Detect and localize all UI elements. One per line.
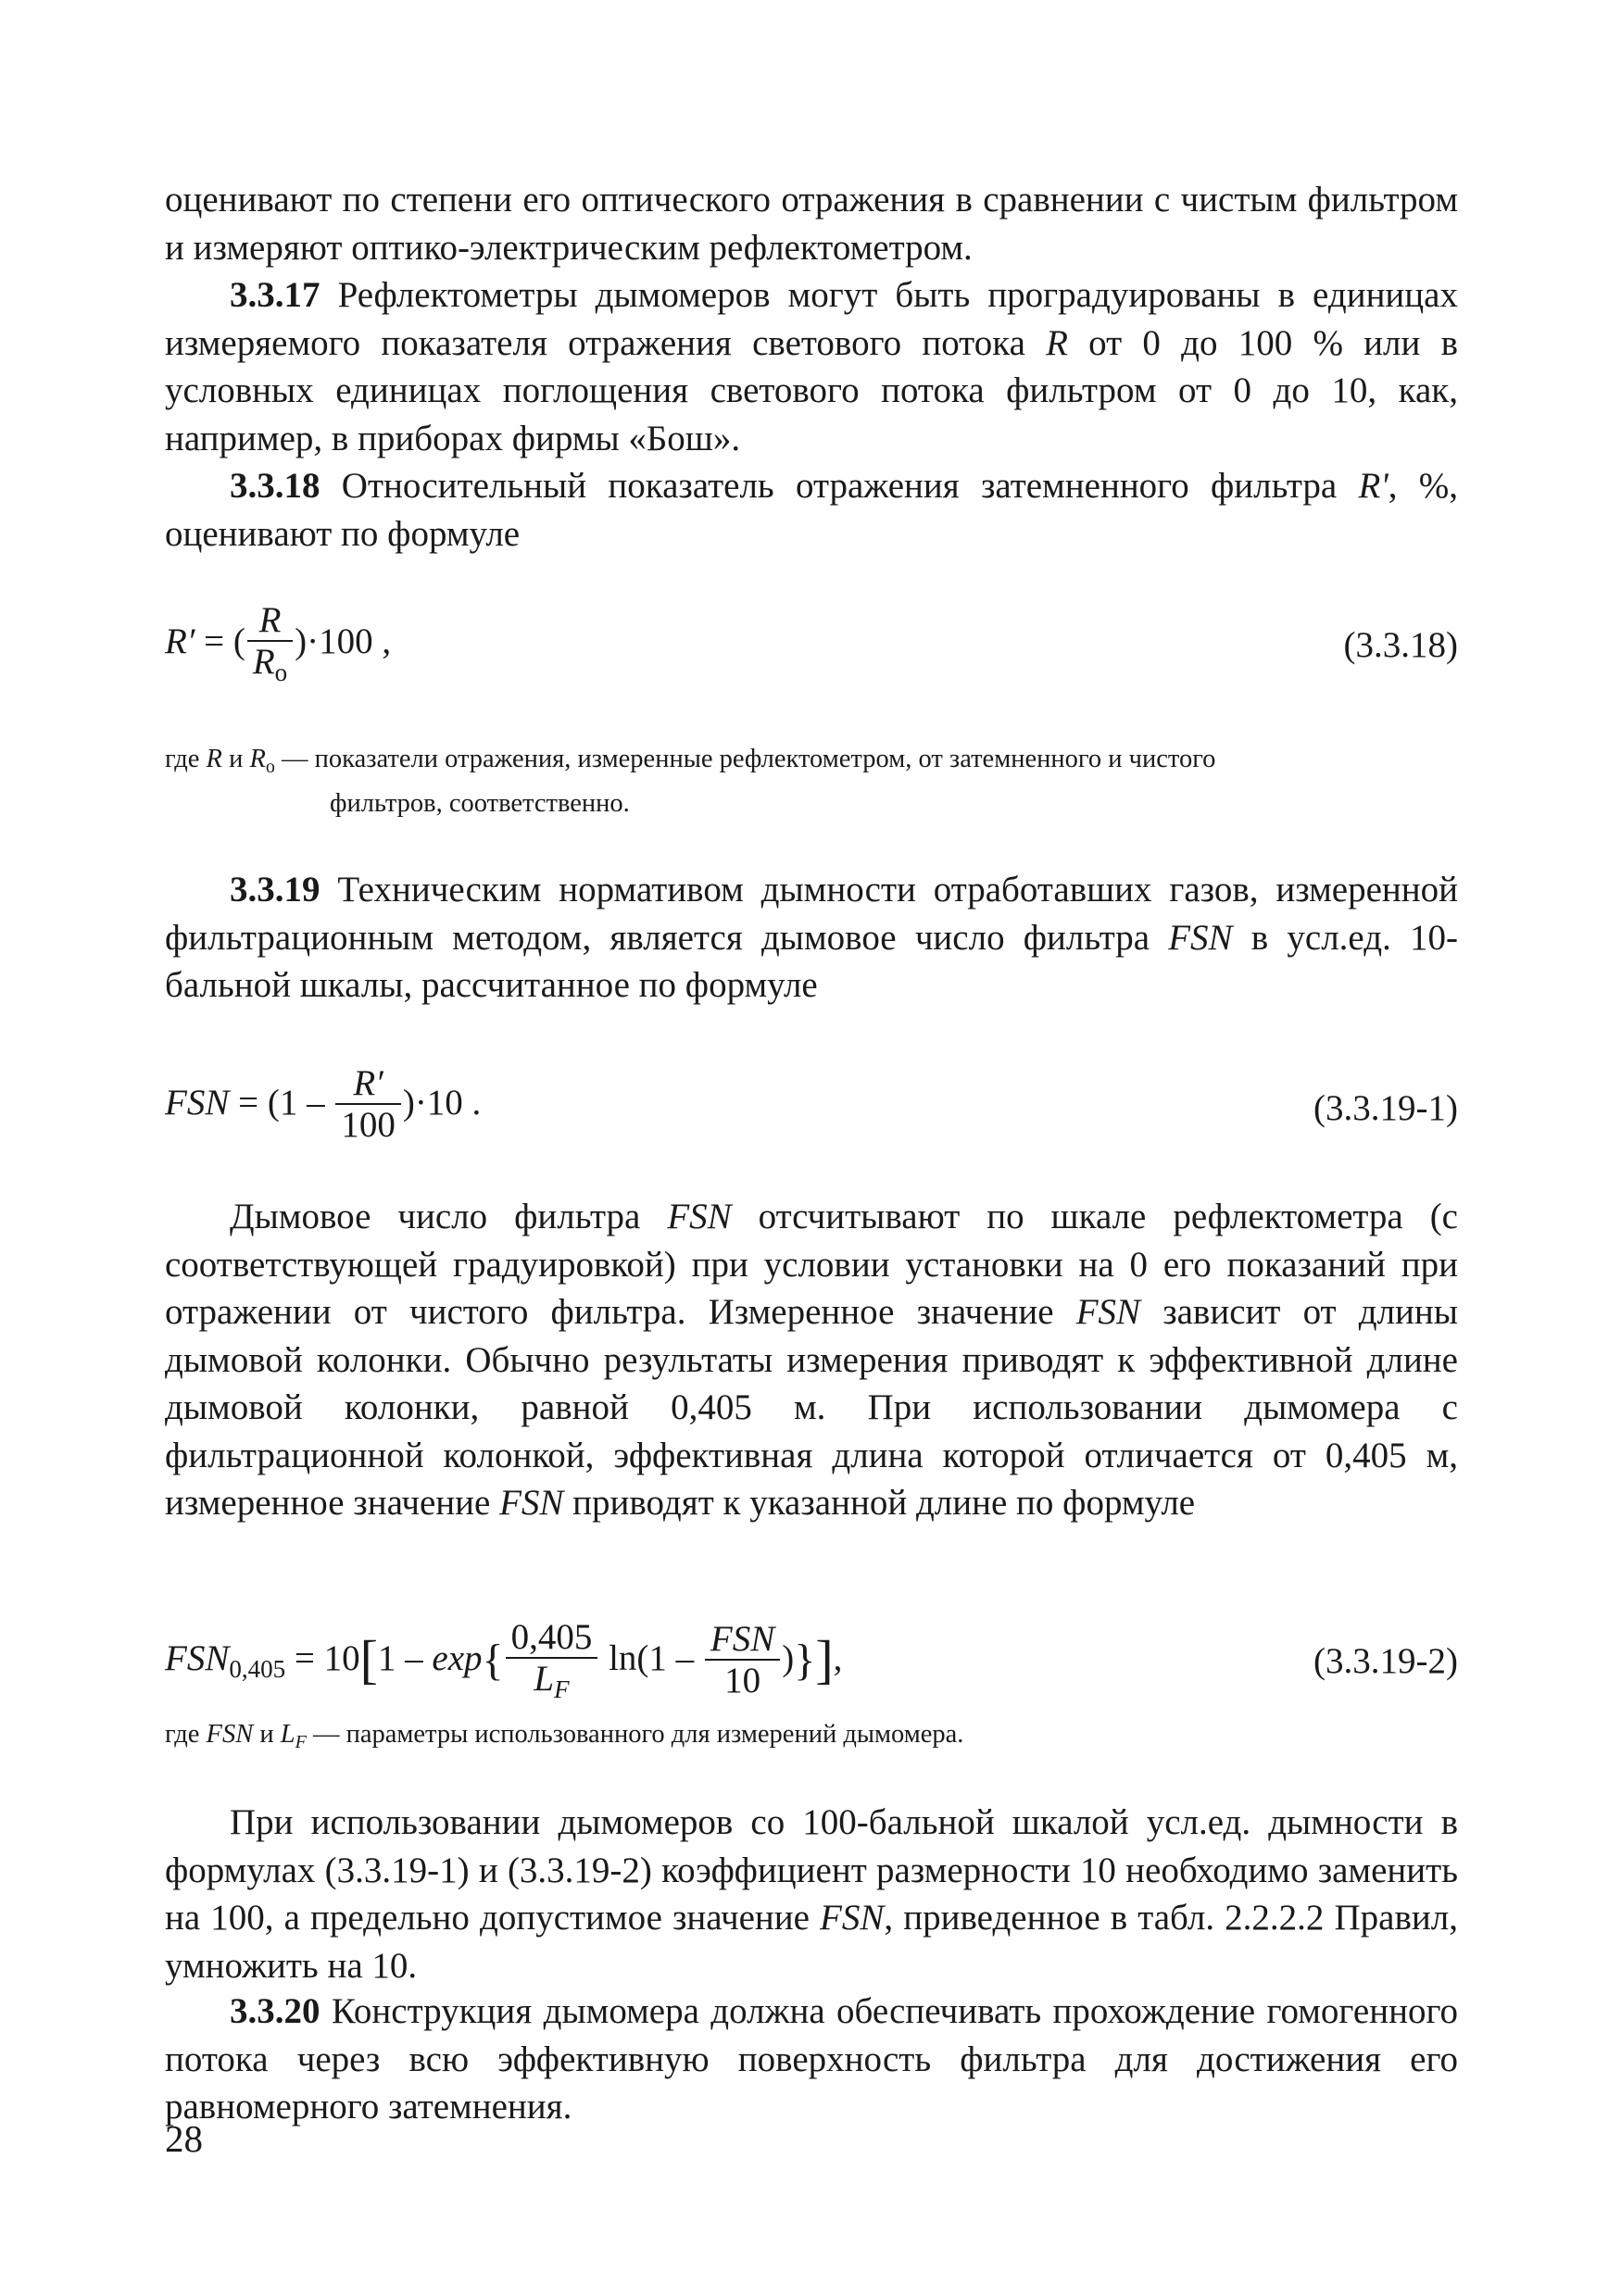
paragraph-100-scale xyxy=(165,1799,1458,1989)
right-bracket: ] xyxy=(815,1628,834,1689)
fraction-numerator: FSN xyxy=(705,1621,780,1661)
close-paren: ) xyxy=(782,1637,795,1678)
fraction-denominator: 10 xyxy=(724,1661,761,1701)
paragraph-text: Техническим нормативом дымности отработавших газов, измеренной фильтрационным методом, является дымовое число фильтра xyxy=(165,870,1458,958)
fraction-denominator: 100 xyxy=(341,1104,396,1145)
legend-variable: R xyxy=(206,745,222,773)
paragraph-text: оценивают по степени его оптического отражения в сравнении с чистым фильтром и измеряют оптико-электрическим рефлектометром. xyxy=(165,180,1458,268)
paragraph-3-3-20 xyxy=(165,1988,1458,2131)
fraction xyxy=(335,1065,401,1147)
left-brace: { xyxy=(482,1635,504,1685)
paragraph-text: Конструкция дымомера должна обеспечивать прохождение гомогенного потока через всю эффективную поверхность фильтра для достижения его равномерного затемнения. xyxy=(165,1991,1458,2127)
fraction-numerator: R′ xyxy=(335,1065,401,1105)
variable-fsn: FSN xyxy=(1075,1292,1141,1332)
formula-3-3-19-2 xyxy=(165,1619,842,1704)
formula-operator: = 10 xyxy=(285,1637,360,1678)
legend-text: — параметры использованного для измерений дымомера. xyxy=(306,1720,964,1749)
paragraph-text: Относительный показатель отражения затемненного фильтра xyxy=(320,466,1359,506)
formula-3-3-19-1 xyxy=(165,1065,481,1147)
paragraph-text: зависит от длины дымовой колонки. Обычно результаты измерения приводят к эффективной длине дымовой колонки, равной 0,405 м. При использовании дымомера с фильтрационной колонкой, эффективная длина которой отличается от 0,405 м, измеренное значение xyxy=(165,1292,1458,1523)
paragraph-3-3-17 xyxy=(165,271,1458,462)
right-brace: } xyxy=(794,1635,816,1685)
legend-subscript: o xyxy=(265,757,275,777)
formula-tail: )·100 , xyxy=(295,621,392,661)
legend-text-continued: фильтров, соответственно. xyxy=(330,789,630,818)
fraction xyxy=(506,1619,598,1704)
variable-fsn: FSN xyxy=(499,1483,564,1523)
fraction xyxy=(705,1621,780,1702)
denominator-subscript: F xyxy=(554,1675,570,1703)
paragraph-text: Дымовое число фильтра xyxy=(230,1197,668,1236)
legend-variable: FSN xyxy=(206,1720,254,1749)
denominator-base: L xyxy=(534,1658,555,1699)
section-number: 3.3.18 xyxy=(230,466,320,506)
fraction-numerator: 0,405 xyxy=(506,1619,598,1659)
formula-term: 1 – xyxy=(377,1637,433,1678)
equation-number: (3.3.19-1) xyxy=(1313,1088,1458,1128)
formula-comma: , xyxy=(833,1637,843,1678)
fraction-denominator xyxy=(247,642,293,687)
variable-r: R xyxy=(1046,322,1068,363)
formula-legend-2 xyxy=(165,1716,1458,1761)
equation-number: (3.3.19-2) xyxy=(1313,1641,1458,1681)
variable-fsn: FSN xyxy=(667,1197,732,1236)
paragraph-text: При использовании дымомеров со 100-бальной шкалой усл.ед. дымности в формулах (3.3.19-1) и (3.3.19-2) коэффициент размерности 10 необходимо заменить на 100, а предельно допустимое значение xyxy=(165,1802,1458,1938)
paragraph-text: от 0 до 100 % или в условных единицах поглощения светового потока фильтром от 0 до 10, как, например, в приборах фирмы «Бош». xyxy=(165,322,1459,458)
paragraph-text: Рефлектометры дымомеров могут быть проградуированы в единицах измеряемого показателя отражения светового потока xyxy=(165,275,1458,363)
formula-operator: = ( xyxy=(195,621,245,661)
exp-function: exp xyxy=(432,1637,483,1678)
paragraph-3-3-19 xyxy=(165,866,1458,1010)
page-number: 28 xyxy=(165,2117,203,2160)
formula-lhs: R′ xyxy=(165,621,195,661)
formula-3-3-18 xyxy=(165,602,391,687)
paragraph-text: отсчитывают по шкале рефлектометра (с соответствующей градуировкой) при условии установки на 0 его показаний при отражении от чистого фильтра. Измеренное значение xyxy=(165,1197,1458,1332)
legend-and: и xyxy=(253,1720,281,1749)
paragraph-text: , приведенное в табл. 2.2.2.2 Правил, умножить на 10. xyxy=(165,1898,1458,1986)
paragraph-intro xyxy=(165,176,1458,271)
denominator-base: R xyxy=(252,641,275,682)
section-number: 3.3.17 xyxy=(230,275,320,315)
legend-variable: L xyxy=(280,1720,295,1749)
left-bracket: [ xyxy=(359,1628,378,1689)
ln-function: ln(1 – xyxy=(599,1637,703,1678)
legend-where: где xyxy=(165,1720,207,1749)
formula-tail: )·10 . xyxy=(402,1082,482,1123)
formula-legend-1 xyxy=(165,741,1458,822)
legend-subscript: F xyxy=(295,1732,307,1752)
paragraph-text: , %, оценивают по формуле xyxy=(165,466,1458,554)
denominator-subscript: o xyxy=(274,658,288,686)
paragraph-text: приводят к указанной длине по формуле xyxy=(563,1483,1196,1523)
formula-lhs: FSN xyxy=(165,1082,230,1123)
paragraph-text: в усл.ед. 10-бальной шкалы, рассчитанное по формуле xyxy=(165,917,1459,1005)
fraction-denominator xyxy=(506,1659,598,1704)
fraction-numerator: R xyxy=(247,602,293,642)
equation-number: (3.3.18) xyxy=(1343,625,1458,665)
legend-text: — показатели отражения, измеренные рефлектометром, от затемненного и чистого xyxy=(274,745,1216,773)
formula-lhs: FSN xyxy=(165,1637,230,1678)
variable-r-prime: R' xyxy=(1358,466,1389,506)
section-number: 3.3.19 xyxy=(230,870,320,910)
legend-where: где xyxy=(165,745,207,773)
variable-fsn: FSN xyxy=(820,1898,885,1938)
variable-fsn: FSN xyxy=(1168,917,1233,958)
legend-and: и xyxy=(221,745,250,773)
paragraph-fsn-description xyxy=(165,1193,1458,1527)
paragraph-3-3-18 xyxy=(165,462,1458,558)
legend-variable: R xyxy=(249,745,266,773)
fraction xyxy=(247,602,293,687)
section-number: 3.3.20 xyxy=(230,1991,320,2031)
formula-lhs-subscript: 0,405 xyxy=(229,1654,286,1683)
formula-operator: = (1 – xyxy=(229,1082,334,1123)
